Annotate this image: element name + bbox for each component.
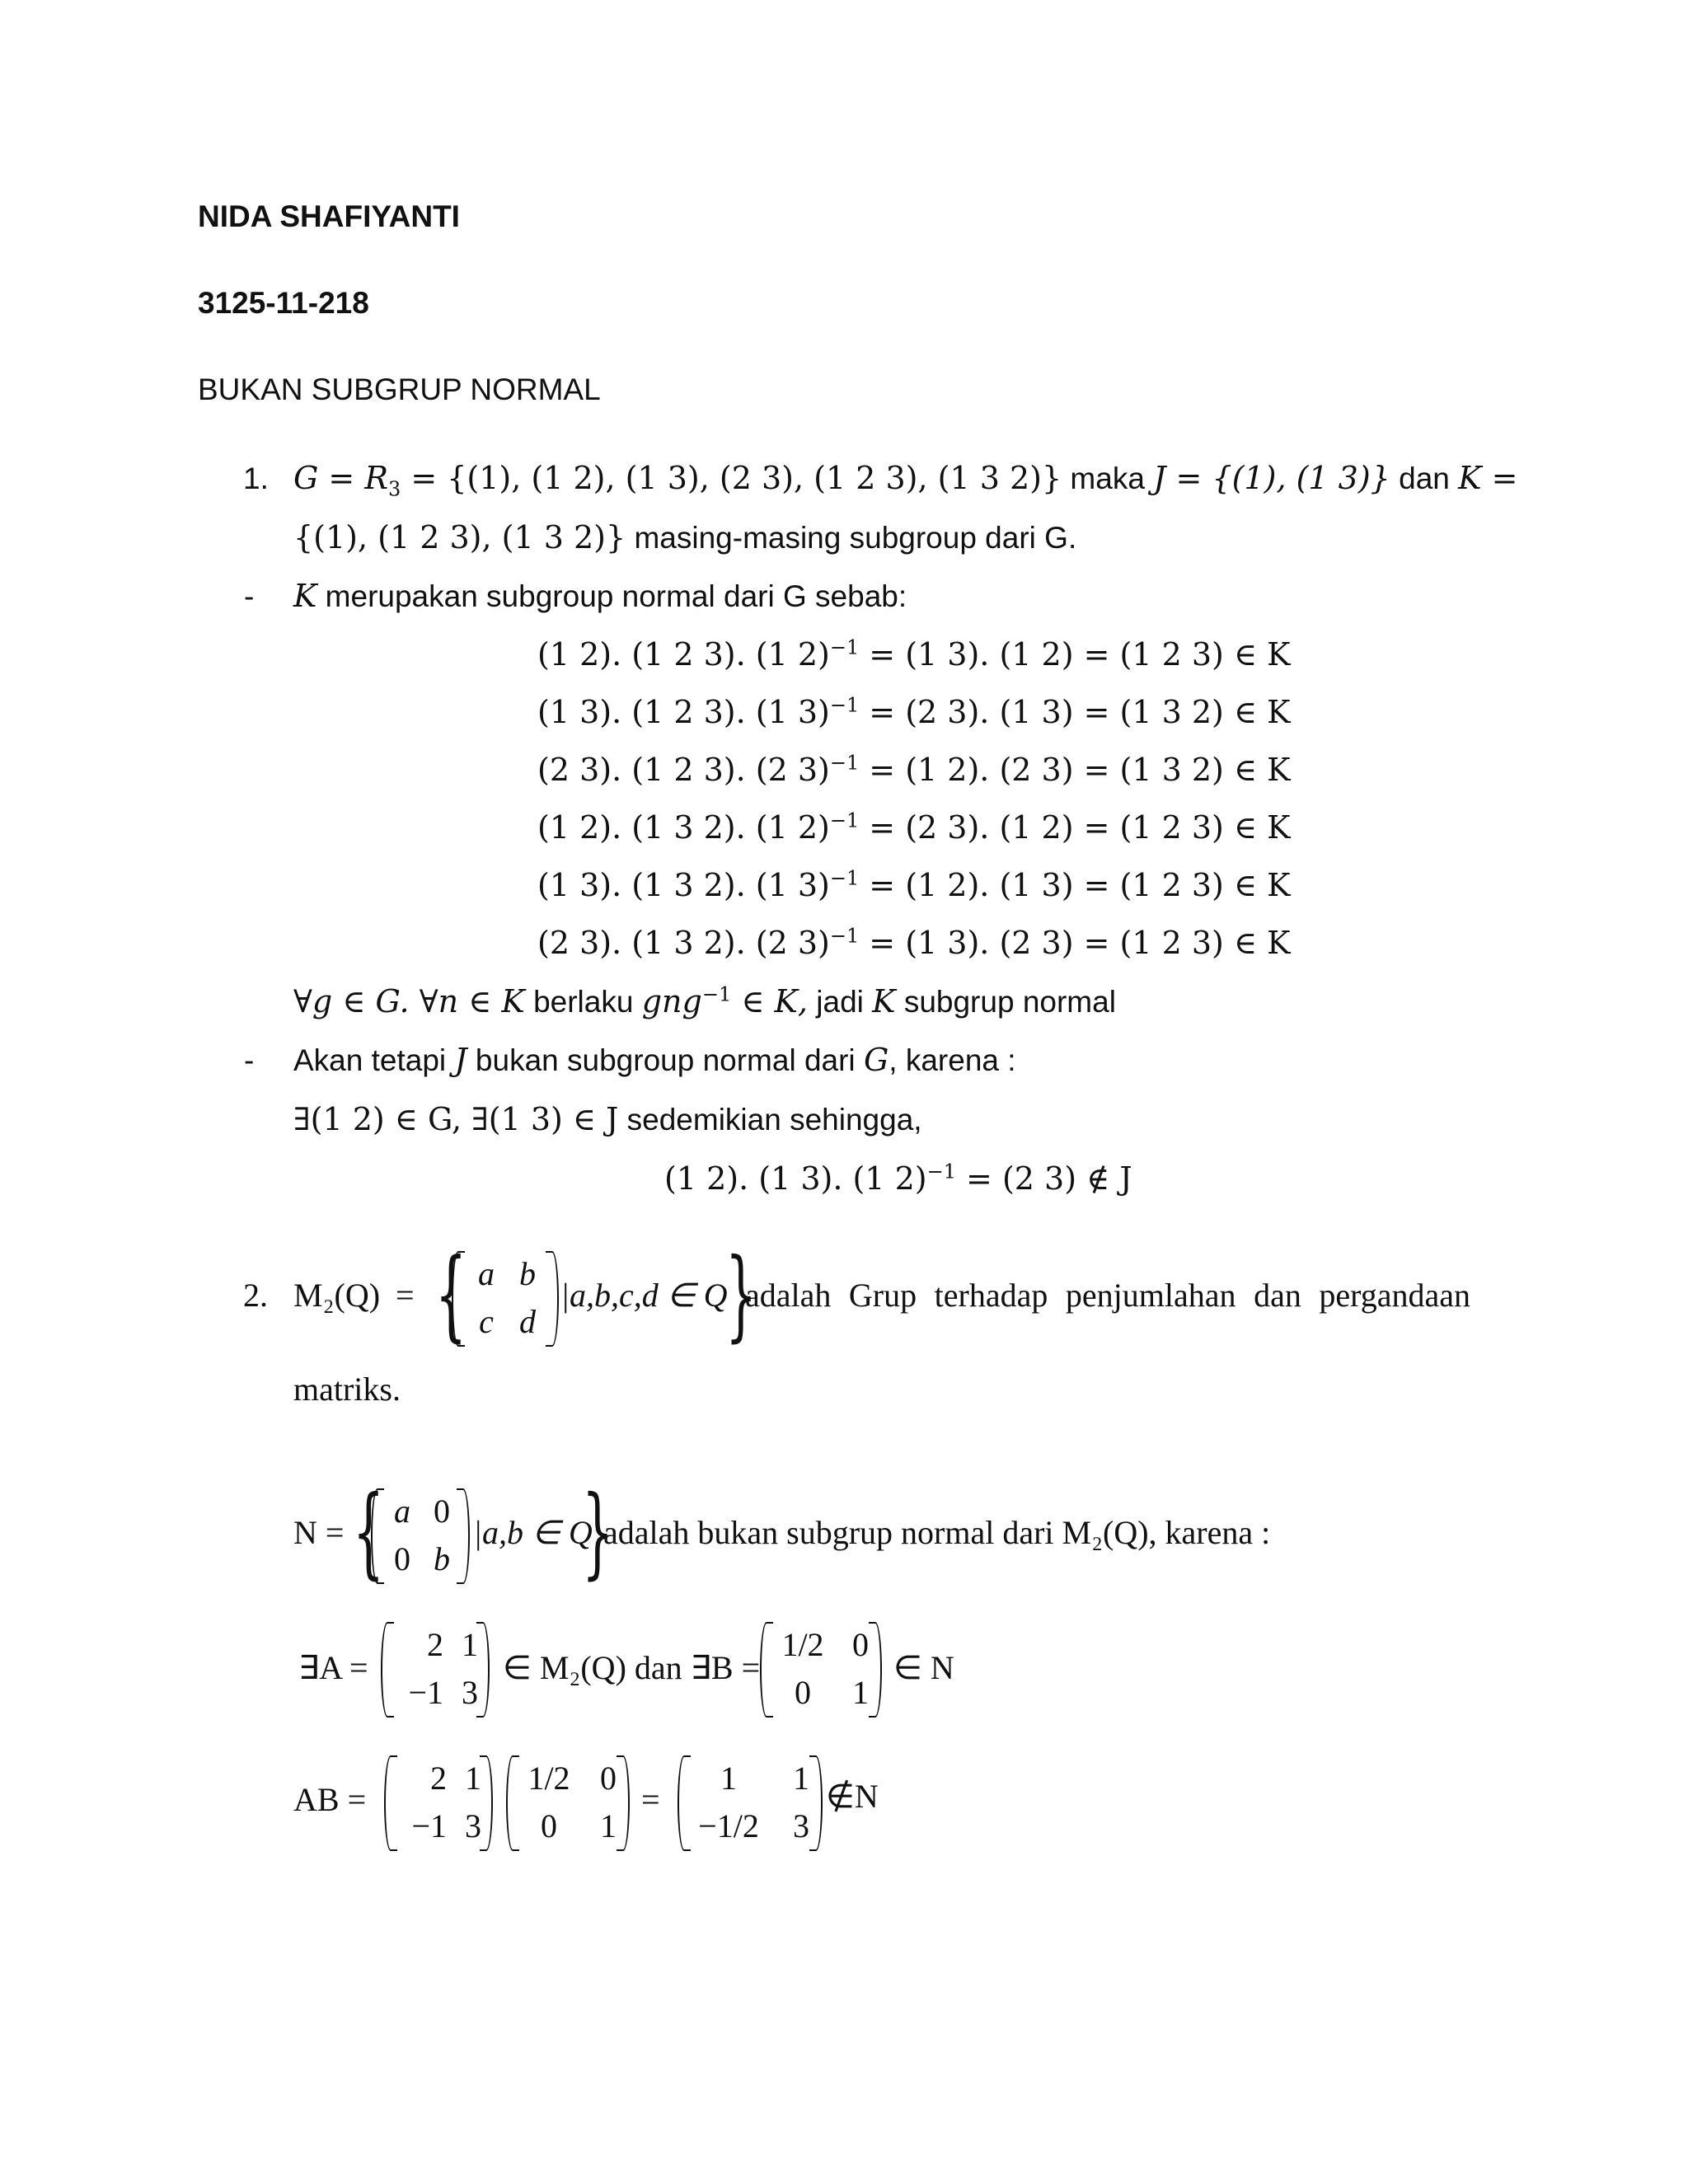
matrix-ab-b: 1/2 0 0 1 — [506, 1755, 630, 1851]
normal-conclusion: ∀g ∈ G. ∀n ∈ K berlaku gng$^{-1}$ ∈ K, jadi K subgrup normal — [293, 982, 1116, 1019]
set-brace-right: } — [582, 1475, 614, 1591]
n-label: N = — [293, 1514, 345, 1551]
item2-number: 2. — [243, 1277, 268, 1314]
general-condition: |a,b,c,d ∈ Q — [560, 1277, 728, 1314]
bullet2-text: Akan tetapi J bukan subgroup normal dari G, karena : — [293, 1042, 1016, 1078]
general-matrix: a b c d — [452, 1251, 559, 1347]
equation-row: (1 3). (1 2 3). (1 3)$^{-1}$ = (2 3). (1 3) = (1 3 2) ∈ K — [537, 693, 1291, 730]
set-brace-left: { — [435, 1238, 467, 1353]
matrix-a: 2 1 −1 3 — [381, 1622, 490, 1718]
matrix-b: 1/2 0 0 1 — [760, 1622, 882, 1718]
set-brace-right: } — [725, 1238, 757, 1353]
matrix-ab-result: 1 1 −1/2 3 — [678, 1755, 823, 1851]
b-membership: ∈ N — [893, 1649, 954, 1686]
ab-label: AB = — [293, 1781, 367, 1818]
n-matrix: a 0 0 b — [371, 1488, 470, 1584]
n-condition: |a,b ∈ Q — [473, 1514, 593, 1551]
equation-row: (2 3). (1 3 2). (2 3)$^{-1}$ = (1 3). (2 3) = (1 2 3) ∈ K — [537, 924, 1291, 961]
bullet1-text: K merupakan subgroup normal dari G sebab: — [293, 578, 907, 614]
author-name: NIDA SHAFIYANTI — [198, 199, 460, 233]
student-id: 3125-11-218 — [198, 286, 369, 320]
exists-line: ∃(1 2) ∈ G, ∃(1 3) ∈ J sedemikian sehingga, — [293, 1101, 922, 1137]
m2q-symbol: M₂(Q) — [293, 1277, 381, 1314]
set-brace-left: { — [353, 1475, 385, 1591]
ab-notin: ∉N — [826, 1778, 879, 1815]
equation-row: (1 2). (1 2 3). (1 2)$^{-1}$ = (1 3). (1 2) = (1 2 3) ∈ K — [537, 635, 1291, 673]
n-description: adalah bukan subgrup normal dari M₂(Q), karena : — [603, 1514, 1271, 1551]
section-heading: BUKAN SUBGRUP NORMAL — [198, 373, 601, 406]
equals-sign: = — [396, 1277, 415, 1314]
equation-row: (1 3). (1 3 2). (1 3)$^{-1}$ = (1 2). (1 3) = (1 2 3) ∈ K — [537, 866, 1291, 903]
ab-equals: = — [641, 1781, 660, 1818]
a-membership: ∈ M₂(Q) dan ∃B = — [503, 1649, 761, 1686]
equation-row: (2 3). (1 2 3). (2 3)$^{-1}$ = (1 2). (2 3) = (1 3 2) ∈ K — [537, 751, 1291, 788]
item1-line1: $G = R_3 = \{(1)$, (1 2), (1 3), (2 3), (1 2 3), (1 3 2)} maka J = {(1), (1 3)} dan K = — [293, 460, 1518, 501]
bullet-dash-2: - — [244, 1043, 255, 1077]
matrix-ab-a: 2 1 −1 3 — [384, 1755, 493, 1851]
a-label: ∃A = — [298, 1649, 368, 1686]
equation-row: (1 2). (1 3 2). (1 2)$^{-1}$ = (2 3). (1 2) = (1 2 3) ∈ K — [537, 808, 1291, 846]
group-description: adalah Grup terhadap penjumlahan dan pergandaan — [745, 1277, 1470, 1314]
item1-number: 1. — [243, 462, 269, 495]
bullet-dash-1: - — [244, 579, 255, 613]
counterexample-equation: (1 2). (1 3). (1 2)$^{-1}$ = (2 3) ∉ J — [664, 1160, 1132, 1197]
item1-line2: {(1), (1 2 3), (1 3 2)} masing-masing subgroup dari G. — [293, 519, 1077, 555]
group-description-cont: matriks. — [293, 1371, 401, 1408]
